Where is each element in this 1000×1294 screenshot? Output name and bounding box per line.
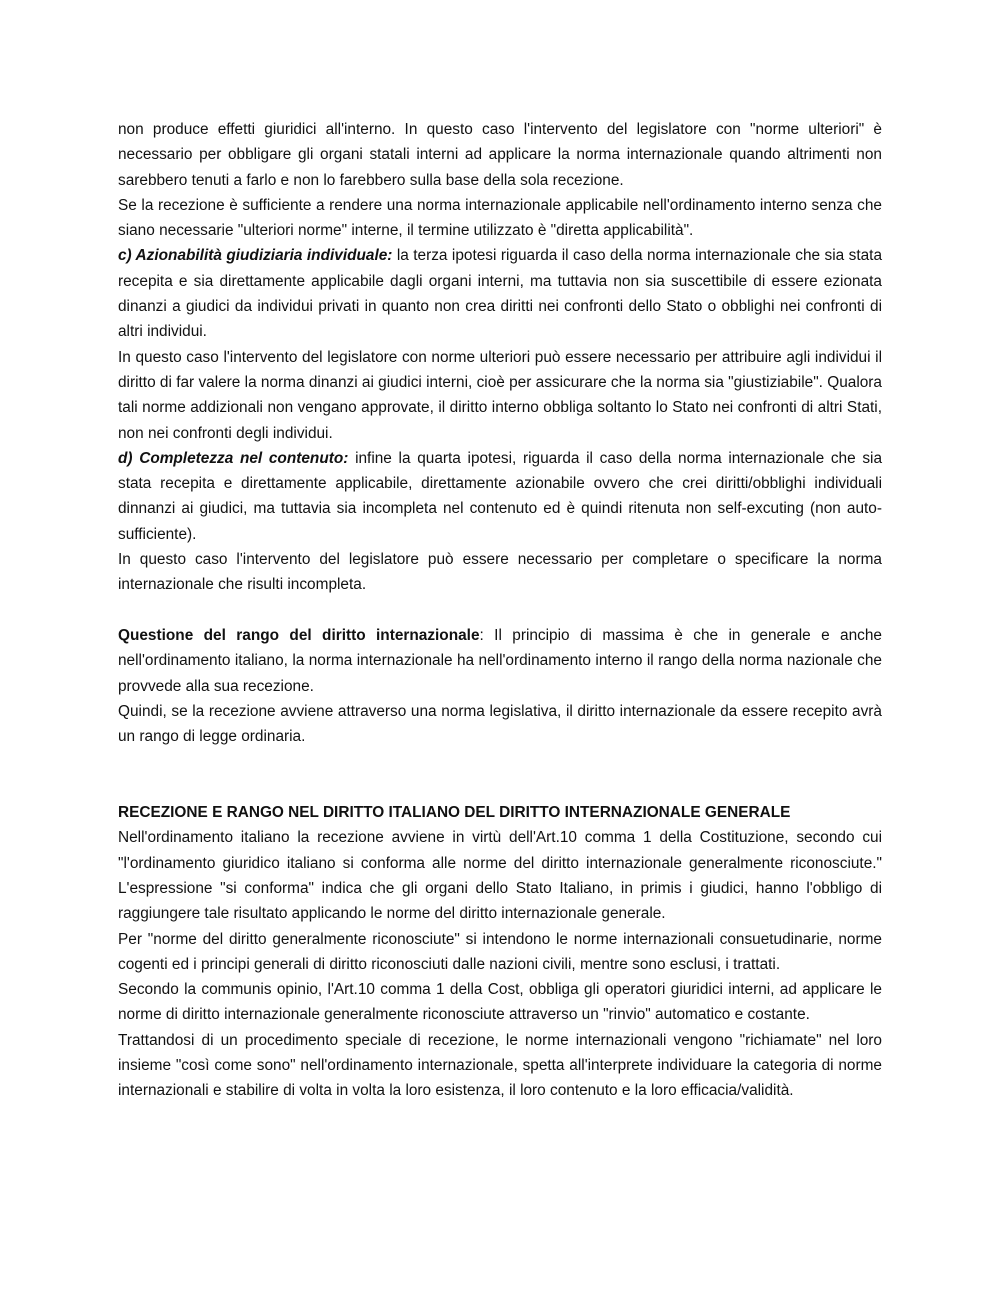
paragraph: Trattandosi di un procedimento speciale di recezione, le norme internazionali vengono "richiamate" nel loro insieme "così come sono" nell'ordinamento internazionale, spetta all'interprete individuare la categoria di norme internazionali e stabilire di volta in volta la loro esistenza, il loro contenuto e la loro efficacia/validità. — [118, 1031, 882, 1100]
paragraph: Secondo la communis opinio, l'Art.10 comma 1 della Cost, obbliga gli operatori giuridici interni, ad applicare le norme di diritto internazionale generalmente riconosciute attraverso un "rinvio" automatico e costante. — [118, 981, 882, 1024]
blank-line — [118, 598, 882, 623]
section-heading: RECEZIONE E RANGO NEL DIRITTO ITALIANO DEL DIRITTO INTERNAZIONALE GENERALE — [118, 804, 791, 822]
paragraph: In questo caso l'intervento del legislatore può essere necessario per completare o specificare la norma internazionale che risulti incompleta. — [118, 551, 882, 594]
paragraph-lead-heading: Questione del rango del diritto internazionale — [118, 626, 480, 644]
blank-lines — [118, 749, 882, 800]
paragraph: non produce effetti giuridici all'interno. In questo caso l'intervento del legislatore con "norme ulteriori" è necessario per obbligare gli organi statali interni ad applicare la norma internazionale quando altrimenti non sarebbero tenuti a farlo e non lo farebbero sulla base della sola recezione. — [118, 121, 882, 189]
paragraph-lead-heading: c) Azionabilità giudiziaria individuale: — [118, 247, 393, 265]
paragraph — [118, 243, 882, 344]
paragraph-body: : Il principio di massima è che in generale e anche nell'ordinamento italiano, la norma internazionale ha nell'ordinamento interno il rango della norma nazionale che provvede alla sua recezione. — [118, 626, 882, 695]
paragraph: In questo caso l'intervento del legislatore con norme ulteriori può essere necessario per attribuire agli individui il diritto di far valere la norma dinanzi ai giudici interni, cioè per assicurare che la norma sia "giustiziabile". Qualora tali norme addizionali non vengano approvate, il diritto interno obbliga soltanto lo Stato nei confronti di altri Stati, non nei confronti degli individui. — [118, 348, 882, 442]
paragraph — [118, 623, 882, 699]
paragraph: Se la recezione è sufficiente a rendere una norma internazionale applicabile nell'ordinamento interno senza che siano necessarie "ulteriori norme" interne, il termine utilizzato è "diretta applicabilità". — [118, 196, 882, 240]
document-page — [118, 117, 882, 1104]
paragraph: Quindi, se la recezione avviene attraverso una norma legislativa, il diritto internazionale da essere recepito avrà un rango di legge ordinaria. — [118, 702, 882, 746]
paragraph-body: infine la quarta ipotesi, riguarda il caso della norma internazionale che sia stata recepita e direttamente applicabile, direttamente azionabile ovvero che crei diritti/obblighi individuali dinnanzi ai giudici, ma tuttavia sia incompleta nel contenuto ed è quindi ritenuta non self-excuting (non auto-sufficiente). — [118, 449, 883, 543]
paragraph: Nell'ordinamento italiano la recezione avviene in virtù dell'Art.10 comma 1 della Costituzione, secondo cui "l'ordinamento giuridico italiano si conforma alle norme del diritto internazionale generalmente riconosciute." L'espressione "si conforma" indica che gli organi dello Stato Italiano, in primis i giudici, hanno l'obbligo di raggiungere tale risultato applicando le norme del diritto internazionale generale. — [118, 829, 882, 923]
paragraph-lead-heading: d) Completezza nel contenuto: — [118, 449, 349, 467]
paragraph — [118, 446, 882, 547]
paragraph: Per "norme del diritto generalmente riconosciute" si intendono le norme internazionali consuetudinarie, norme cogenti ed i principi generali di diritto riconosciuti dalle nazioni civili, mentre sono esclusi, i trattati. — [118, 930, 882, 973]
paragraph-body: la terza ipotesi riguarda il caso della norma internazionale che sia stata recepita e sia direttamente applicabile dagli organi interni, ma tuttavia non sia suscettibile di essere ezionata dinanzi a giudici da individui privati in quanto non crea diritti nei confronti dello Stato o obblighi nei confronti di altri individui. — [118, 247, 882, 341]
